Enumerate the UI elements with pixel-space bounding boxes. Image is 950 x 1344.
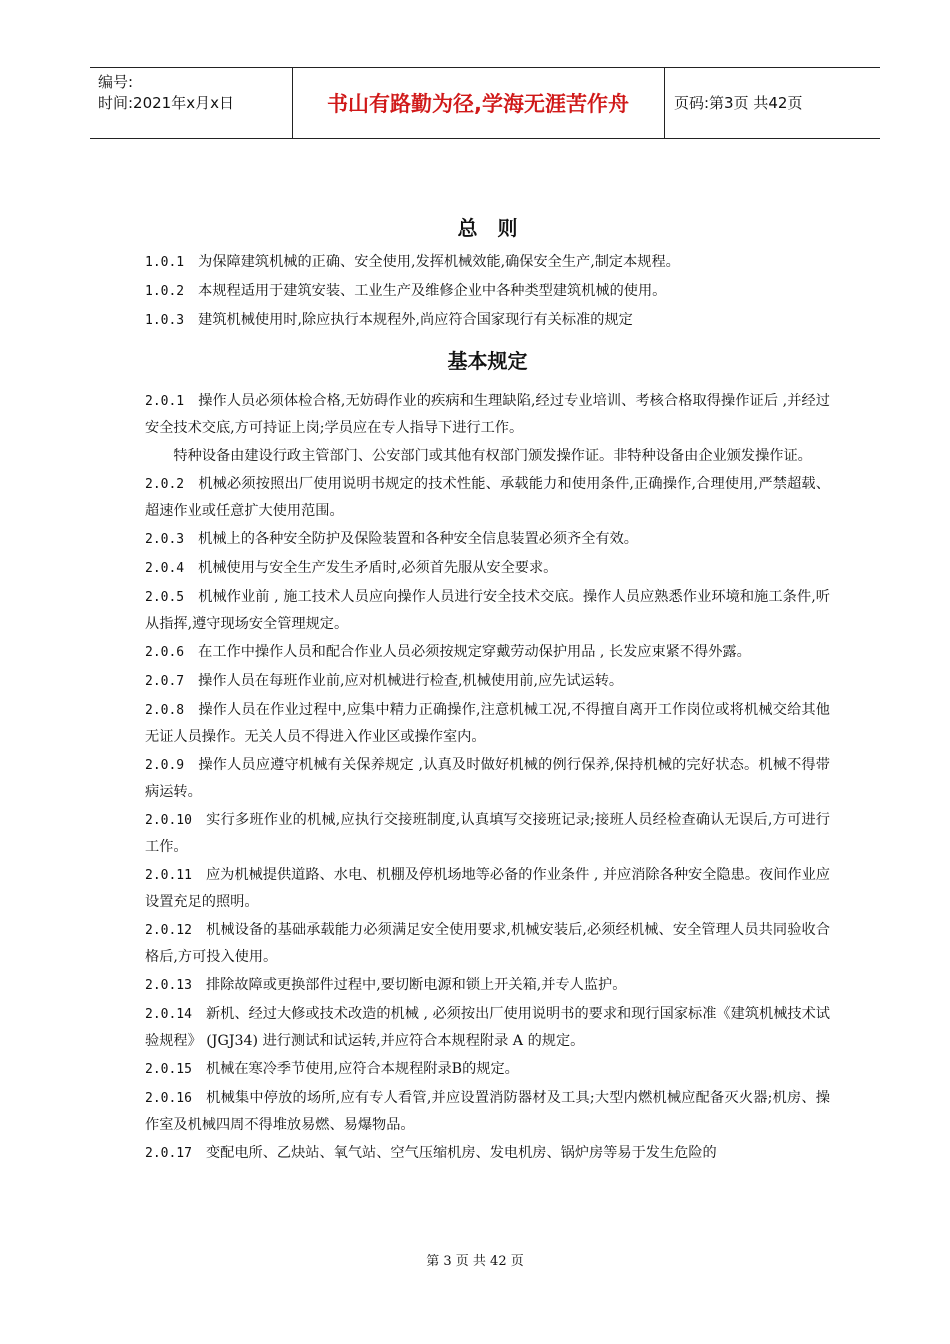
clause-text: 变配电所、乙炔站、氧气站、空气压缩机房、发电机房、锅炉房等易于发生危险的 [205,1145,717,1161]
clause-number: 2.0.3 [145,532,185,547]
clause-paragraph [145,249,830,276]
header-time-label: 时间:2021年x月x日 [98,94,234,112]
clause-text: 机械使用与安全生产发生矛盾时,必须首先服从安全要求。 [198,560,558,576]
clause-paragraph [145,972,830,999]
clause-number: 2.0.16 [145,1091,192,1106]
clause-text: 特种设备由建设行政主管部门、公安部门或其他有权部门颁发操作证。非特种设备由企业颁发操作证。 [173,448,812,464]
clause-number: 2.0.15 [145,1062,192,1077]
clause-text: 为保障建筑机械的正确、安全使用,发挥机械效能,确保安全生产,制定本规程。 [198,254,680,270]
clause-paragraph [145,807,830,860]
clause-paragraph [145,1140,830,1167]
clause-paragraph [145,278,830,305]
clause-number: 2.0.10 [145,813,192,828]
clause-text: 机械在寒冷季节使用,应符合本规程附录B的规定。 [205,1061,519,1077]
clause-number: 2.0.12 [145,923,192,938]
clause-number: 2.0.11 [145,868,192,883]
clause-paragraph [145,1085,830,1138]
clause-text: 在工作中操作人员和配合作业人员必须按规定穿戴劳动保护用品 , 长发应束紧不得外露。 [198,644,751,660]
clause-number: 1.0.3 [145,313,185,328]
clause-text: 新机、经过大修或技术改造的机械 , 必须按出厂使用说明书的要求和现行国家标准《建筑机械技术试验规程》 (JGJ34) 进行测试和试运转,并应符合本规程附录 A 的规定。 [145,1006,830,1049]
clause-paragraph [145,1001,830,1054]
clause-paragraph [145,1056,830,1083]
clause-paragraph [145,526,830,553]
clause-text: 本规程适用于建筑安装、工业生产及维修企业中各种类型建筑机械的使用。 [198,283,667,299]
clause-number: 2.0.8 [145,703,185,718]
clause-paragraph [145,307,830,334]
clause-text: 机械集中停放的场所,应有专人看管,并应设置消防器材及工具;大型内燃机械应配备灭火器;机房、操作室及机械四周不得堆放易燃、易爆物品。 [145,1090,830,1133]
section-title: 基本规定 [447,349,528,373]
clause-number: 2.0.13 [145,978,192,993]
clause-text: 操作人员在每班作业前,应对机械进行检查,机械使用前,应先试运转。 [198,673,624,689]
clause-number: 2.0.17 [145,1146,192,1161]
clause-number: 2.0.6 [145,645,185,660]
clause-text: 建筑机械使用时,除应执行本规程外,尚应符合国家现行有关标准的规定 [198,312,633,328]
clause-number: 2.0.14 [145,1007,192,1022]
clause-paragraph [145,471,830,524]
clause-paragraph [145,668,830,695]
document-body [145,216,830,1169]
header-meta [98,72,294,114]
clause-paragraph [145,752,830,805]
clause-paragraph [145,443,830,469]
clause-text: 操作人员应遵守机械有关保养规定 ,认真及时做好机械的例行保养,保持机械的完好状态。机械不得带病运转。 [145,757,830,800]
clause-paragraph [145,697,830,750]
clause-text: 排除故障或更换部件过程中,要切断电源和锁上开关箱,并专人监护。 [205,977,627,993]
clause-paragraph [145,584,830,637]
page-header [90,67,880,139]
clause-number: 2.0.5 [145,590,185,605]
clause-paragraph [145,555,830,582]
clause-paragraph [145,388,830,441]
page-footer: 第 3 页 共 42 页 [426,1254,524,1269]
clause-text: 机械上的各种安全防护及保险装置和各种安全信息装置必须齐全有效。 [198,531,638,547]
header-page-info: 页码:第3页 共42页 [674,94,803,112]
clause-text: 应为机械提供道路、水电、机棚及停机场地等必备的作业条件 , 并应消除各种安全隐患。夜间作业应设置充足的照明。 [145,867,830,910]
clause-paragraph [145,639,830,666]
clause-text: 机械设备的基础承载能力必须满足安全使用要求,机械安装后,必须经机械、安全管理人员共同验收合格后,方可投入使用。 [145,922,830,965]
clause-number: 2.0.4 [145,561,185,576]
header-number-label: 编号: [98,73,134,91]
clause-text: 实行多班作业的机械,应执行交接班制度,认真填写交接班记录;接班人员经检查确认无误后,方可进行工作。 [145,812,830,855]
clause-text: 操作人员必须体检合格,无妨碍作业的疾病和生理缺陷,经过专业培训、考核合格取得操作证后 ,并经过安全技术交底,方可持证上岗;学员应在专人指导下进行工作。 [145,393,830,436]
section-title: 总 则 [457,216,518,240]
clause-number: 1.0.1 [145,255,185,270]
clause-paragraph [145,862,830,915]
clause-text: 操作人员在作业过程中,应集中精力正确操作,注意机械工况,不得擅自离开工作岗位或将机械交给其他无证人员操作。无关人员不得进入作业区或操作室内。 [145,702,830,745]
header-divider [664,68,665,138]
clause-paragraph [145,917,830,970]
clause-number: 1.0.2 [145,284,185,299]
clause-number: 2.0.9 [145,758,185,773]
clause-number: 2.0.7 [145,674,185,689]
clause-number: 2.0.2 [145,477,185,492]
clause-text: 机械作业前 , 施工技术人员应向操作人员进行安全技术交底。操作人员应熟悉作业环境和施工条件,听从指挥,遵守现场安全管理规定。 [145,589,830,632]
clause-number: 2.0.1 [145,394,185,409]
header-motto: 书山有路勤为径,学海无涯苦作舟 [327,92,629,116]
clause-text: 机械必须按照出厂使用说明书规定的技术性能、承载能力和使用条件,正确操作,合理使用,严禁超载、超速作业或任意扩大使用范围。 [145,476,830,519]
